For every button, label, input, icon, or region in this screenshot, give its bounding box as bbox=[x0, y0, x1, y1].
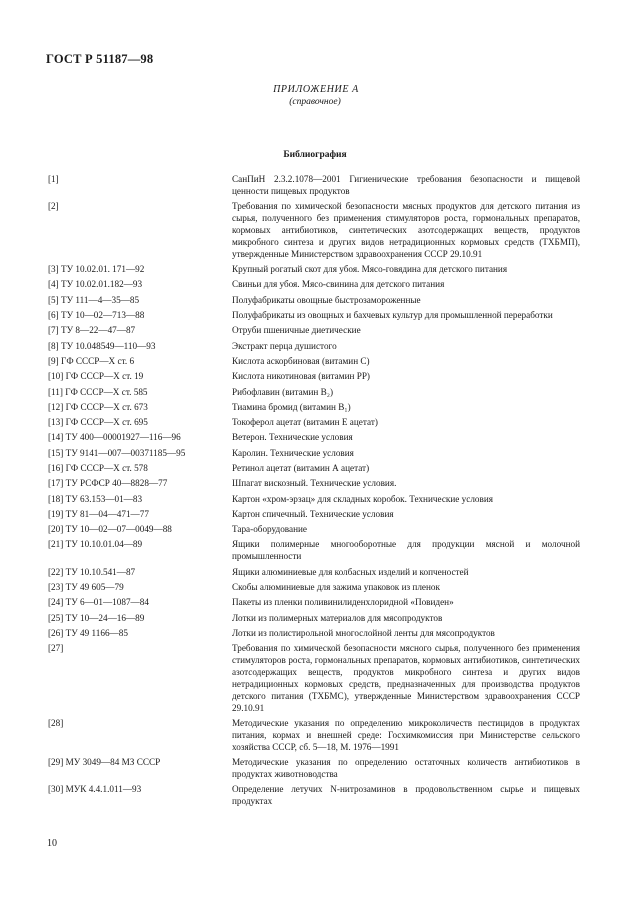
entry-title: Ящики полимерные многооборотные для продукции мясной и молочной промышленности bbox=[232, 539, 580, 562]
bibliography-entry bbox=[48, 539, 582, 563]
entry-reference: [2] bbox=[48, 201, 59, 212]
bibliography-entry bbox=[48, 371, 582, 383]
entry-reference: [25] ТУ 10—24—16—89 bbox=[48, 612, 145, 623]
entry-reference: [5] ТУ 111—4—35—85 bbox=[48, 294, 140, 305]
bibliography-entry bbox=[48, 295, 582, 307]
appendix-subtitle: (справочное) bbox=[289, 97, 341, 107]
entry-reference: [22] ТУ 10.10.541—87 bbox=[48, 566, 136, 577]
entry-title: Картон спичечный. Технические условия bbox=[232, 508, 394, 519]
bibliography-entry bbox=[48, 387, 582, 399]
entry-title: Ретинол ацетат (витамин А ацетат) bbox=[232, 462, 370, 473]
entry-title: Крупный рогатый скот для убоя. Мясо-говядина для детского питания bbox=[232, 264, 508, 275]
entry-reference: [6] ТУ 10—02—713—88 bbox=[48, 310, 145, 321]
bibliography-entry bbox=[48, 784, 582, 808]
entry-title: Кислота никотиновая (витамин РР) bbox=[232, 371, 370, 382]
bibliography-entry bbox=[48, 432, 582, 444]
bibliography-list bbox=[48, 174, 582, 808]
bibliography-entry bbox=[48, 417, 582, 429]
entry-reference: [17] ТУ РСФСР 40—8828—77 bbox=[48, 478, 168, 489]
entry-reference: [9] ГФ СССР—Х ст. 6 bbox=[48, 355, 135, 366]
bibliography-entry bbox=[48, 310, 582, 322]
entry-reference: [8] ТУ 10.048549—110—93 bbox=[48, 340, 156, 351]
bibliography-entry bbox=[48, 524, 582, 536]
entry-title: Шпагат вискозный. Технические условия. bbox=[232, 478, 397, 489]
entry-title: Методические указания по определению микроколичеств пестицидов в продуктах питания, кормах и внешней среде: Госхимкомиссия при Министерстве сельского хозяйства СССР, сб. 5—18, М. 1976—1991 bbox=[232, 717, 580, 752]
bibliography-entry bbox=[48, 325, 582, 337]
bibliography-entry bbox=[48, 402, 582, 414]
entry-title: Отруби пшеничные диетические bbox=[232, 325, 361, 336]
entry-reference: [28] bbox=[48, 717, 64, 728]
document-code: ГОСТ Р 51187—98 bbox=[46, 52, 154, 66]
entry-title: Скобы алюминиевые для зажима упаковок из пленок bbox=[232, 581, 440, 592]
entry-reference: [20] ТУ 10—02—07—0049—88 bbox=[48, 524, 172, 535]
entry-reference: [16] ГФ СССР—Х ст. 578 bbox=[48, 462, 148, 473]
bibliography-heading: Библиография bbox=[283, 150, 347, 160]
entry-title: Картон «хром-эрзац» для складных коробок. Технические условия bbox=[232, 493, 493, 504]
entry-title: Лотки из полистирольной многослойной ленты для мясопродуктов bbox=[232, 627, 495, 638]
bibliography-entry bbox=[48, 567, 582, 579]
appendix-title-text: ПРИЛОЖЕНИЕ А bbox=[273, 84, 359, 95]
entry-title: Рибофлавин (витамин В₂) bbox=[232, 386, 334, 397]
entry-reference: [13] ГФ СССР—Х ст. 695 bbox=[48, 417, 148, 428]
entry-reference: [7] ТУ 8—22—47—87 bbox=[48, 325, 136, 336]
bibliography-entry bbox=[48, 597, 582, 609]
entry-reference: [30] МУК 4.4.1.011—93 bbox=[48, 784, 142, 795]
entry-reference: [23] ТУ 49 605—79 bbox=[48, 581, 124, 592]
bibliography-entry bbox=[48, 264, 582, 276]
entry-title: Полуфабрикаты овощные быстрозамороженные bbox=[232, 294, 421, 305]
entry-title: Требования по химической безопасности мясного сырья, полученного без применения стимуляторов роста, гормональных препаратов, кормовых антибиотиков, синтетических азотсодержащих веществ, продуктов микробного синтеза и других видов нетрадиционных кормовых средств, предназначенных для производства продуктов детского питания (ТХБМС), утвержденные Министерством здравоохранения СССР 29.10.91 bbox=[232, 643, 580, 713]
bibliography-entry bbox=[48, 356, 582, 368]
bibliography-entry bbox=[48, 341, 582, 353]
entry-reference: [19] ТУ 81—04—471—77 bbox=[48, 508, 149, 519]
bibliography-entry bbox=[48, 757, 582, 781]
entry-reference: [21] ТУ 10.10.01.04—89 bbox=[48, 539, 143, 550]
bibliography-entry bbox=[48, 463, 582, 475]
bibliography-entry bbox=[48, 201, 582, 261]
entry-reference: [12] ГФ СССР—Х ст. 673 bbox=[48, 401, 148, 412]
entry-title: Кислота аскорбиновая (витамин С) bbox=[232, 355, 370, 366]
entry-reference: [11] ГФ СССР—Х ст. 585 bbox=[48, 386, 148, 397]
entry-title: Полуфабрикаты из овощных и бахчевых культур для промышленной переработки bbox=[232, 310, 553, 321]
entry-title: Экстракт перца душистого bbox=[232, 340, 337, 351]
bibliography-entry bbox=[48, 448, 582, 460]
bibliography-entry bbox=[48, 628, 582, 640]
entry-title: Тиамина бромид (витамин В₁) bbox=[232, 401, 351, 412]
entry-reference: [29] МУ 3049—84 МЗ СССР bbox=[48, 757, 161, 768]
entry-reference: [14] ТУ 400—00001927—116—96 bbox=[48, 432, 181, 443]
page-number: 10 bbox=[47, 838, 57, 849]
entry-reference: [1] bbox=[48, 174, 59, 184]
bibliography-entry bbox=[48, 478, 582, 490]
entry-title: Токоферол ацетат (витамин Е ацетат) bbox=[232, 417, 378, 428]
entry-reference: [26] ТУ 49 1166—85 bbox=[48, 627, 128, 638]
entry-reference: [27] bbox=[48, 643, 64, 654]
bibliography-entry bbox=[48, 582, 582, 594]
entry-title: Свиньи для убоя. Мясо-свинина для детского питания bbox=[232, 279, 445, 290]
bibliography-entry bbox=[48, 509, 582, 521]
entry-title: СанПиН 2.3.2.1078—2001 Гигиенические требования безопасности и пищевой ценности пищевых продуктов bbox=[232, 174, 580, 196]
appendix-title bbox=[0, 84, 630, 95]
entry-reference: [4] ТУ 10.02.01.182—93 bbox=[48, 279, 143, 290]
entry-reference: [18] ТУ 63.153—01—83 bbox=[48, 493, 143, 504]
entry-reference: [10] ГФ СССР—Х ст. 19 bbox=[48, 371, 144, 382]
bibliography-entry bbox=[48, 279, 582, 291]
entry-title: Требования по химической безопасности мясных продуктов для детского питания из сырья, полученного без применения стимуляторов роста, гормональных препаратов, кормовых антибиотиков, синтетических азотсодержащих веществ, продуктов микробного синтеза и других видов нетрадиционных кормовых средств (ТХБМП), утвержденные Министерством здравоохранения СССР 29.10.91 bbox=[232, 201, 580, 259]
bibliography-entry bbox=[48, 643, 582, 714]
entry-title: Лотки из полимерных материалов для мясопродуктов bbox=[232, 612, 443, 623]
entry-reference: [24] ТУ 6—01—1087—84 bbox=[48, 597, 149, 608]
entry-title: Ящики алюминиевые для колбасных изделий и копченостей bbox=[232, 566, 469, 577]
entry-reference: [3] ТУ 10.02.01. 171—92 bbox=[48, 264, 145, 275]
bibliography-entry bbox=[48, 494, 582, 506]
bibliography-entry bbox=[48, 174, 582, 198]
bibliography-entry bbox=[48, 613, 582, 625]
entry-title: Каролин. Технические условия bbox=[232, 447, 354, 458]
entry-title: Пакеты из пленки поливинилиденхлоридной «Повиден» bbox=[232, 597, 454, 608]
entry-title: Тара-оборудование bbox=[232, 524, 308, 535]
bibliography-entry bbox=[48, 718, 582, 754]
entry-title: Определение летучих N-нитрозаминов в продовольственном сырье и пищевых продуктах bbox=[232, 784, 580, 807]
entry-title: Ветерон. Технические условия bbox=[232, 432, 353, 443]
entry-title: Методические указания по определению остаточных количеств антибиотиков в продуктах животноводства bbox=[232, 757, 580, 779]
entry-reference: [15] ТУ 9141—007—00371185—95 bbox=[48, 447, 186, 458]
